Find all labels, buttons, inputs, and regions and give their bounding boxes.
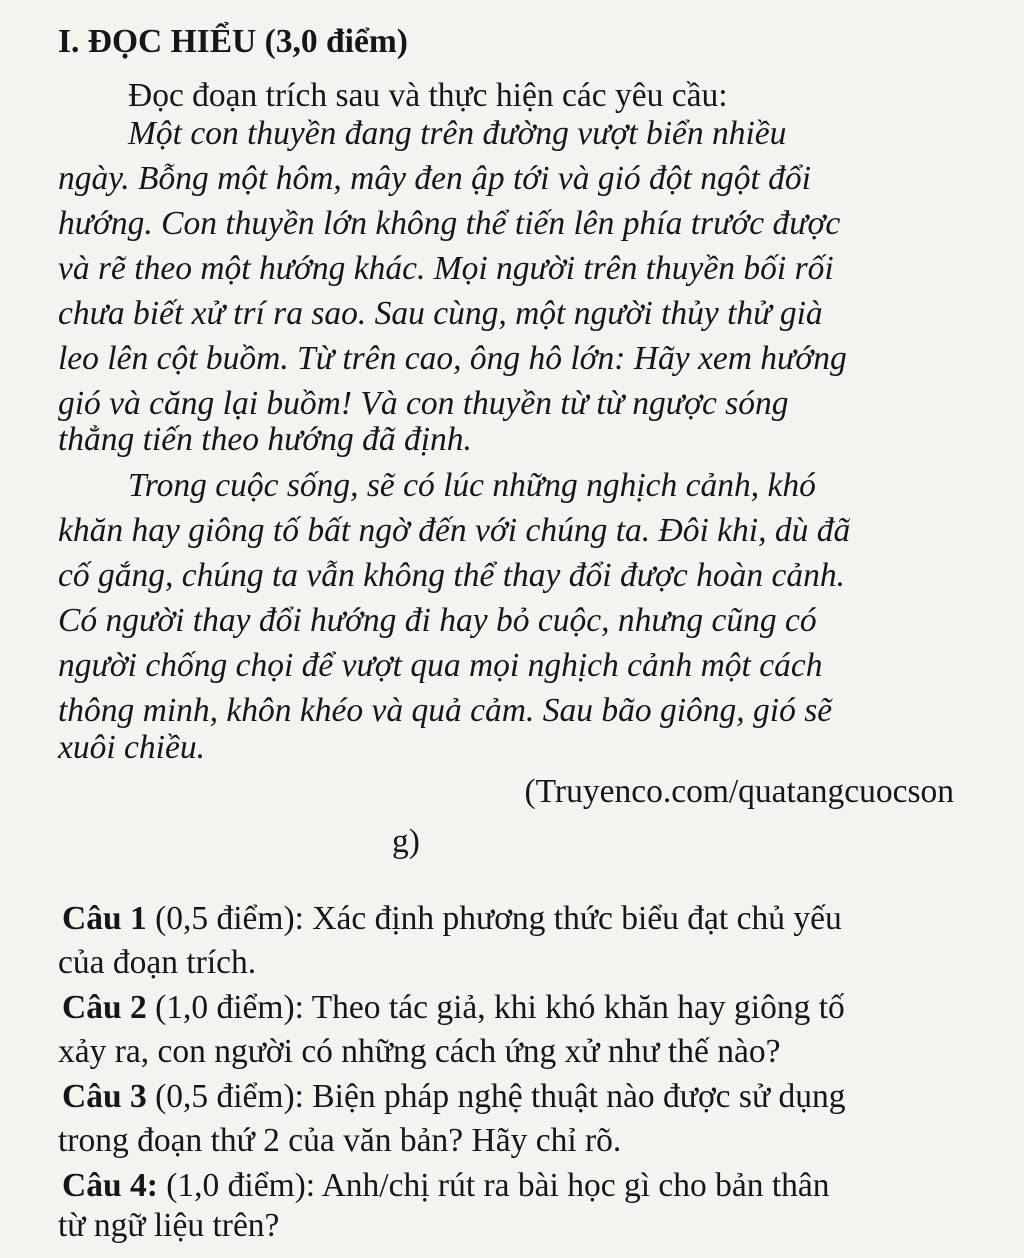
passage-line: thông minh, khôn khéo và quả cảm. Sau bão giông, gió sẽ bbox=[58, 692, 833, 729]
passage-line: chưa biết xử trí ra sao. Sau cùng, một người thủy thử già bbox=[58, 295, 823, 332]
question-label: Câu 4: bbox=[62, 1167, 158, 1204]
passage-line: ngày. Bỗng một hôm, mây đen ập tới và gió đột ngột đổi bbox=[58, 160, 811, 197]
question-text: (1,0 điểm): Anh/chị rút ra bài học gì cho bản thân bbox=[157, 1167, 830, 1204]
section-title: I. ĐỌC HIỂU (3,0 điểm) bbox=[58, 23, 408, 60]
source-citation-continued: g) bbox=[392, 823, 420, 860]
passage-line: hướng. Con thuyền lớn không thể tiến lên phía trước được bbox=[58, 205, 841, 242]
question-text: (1,0 điểm): Theo tác giả, khi khó khăn hay giông tố bbox=[146, 989, 845, 1026]
question-text: (0,5 điểm): Xác định phương thức biểu đạt chủ yếu bbox=[146, 900, 842, 937]
question-text: (0,5 điểm): Biện pháp nghệ thuật nào được sử dụng bbox=[146, 1078, 846, 1115]
passage-line: Một con thuyền đang trên đường vượt biển nhiều bbox=[128, 115, 787, 152]
passage-line: cố gắng, chúng ta vẫn không thể thay đổi được hoàn cảnh. bbox=[58, 557, 845, 594]
question-text: của đoạn trích. bbox=[58, 944, 257, 981]
passage-line: Có người thay đổi hướng đi hay bỏ cuộc, nhưng cũng có bbox=[58, 602, 817, 639]
instruction: Đọc đoạn trích sau và thực hiện các yêu cầu: bbox=[128, 77, 728, 114]
question-label: Câu 3 bbox=[62, 1078, 147, 1115]
passage-line: thẳng tiến theo hướng đã định. bbox=[58, 421, 472, 458]
passage-line: leo lên cột buồm. Từ trên cao, ông hô lớn: Hãy xem hướng bbox=[58, 340, 847, 377]
passage-line: Trong cuộc sống, sẽ có lúc những nghịch cảnh, khó bbox=[128, 467, 816, 504]
source-citation: (Truyenco.com/quatangcuocson bbox=[524, 773, 954, 810]
question-text: xảy ra, con người có những cách ứng xử như thế nào? bbox=[58, 1033, 781, 1070]
question-label: Câu 2 bbox=[62, 989, 147, 1026]
passage-line: và rẽ theo một hướng khác. Mọi người trên thuyền bối rối bbox=[58, 250, 834, 287]
question-text: trong đoạn thứ 2 của văn bản? Hãy chỉ rõ. bbox=[58, 1122, 622, 1159]
passage-line: người chống chọi để vượt qua mọi nghịch cảnh một cách bbox=[58, 647, 823, 684]
passage-line: xuôi chiều. bbox=[58, 729, 205, 766]
passage-line: gió và căng lại buồm! Và con thuyền từ từ ngược sóng bbox=[58, 385, 789, 422]
question-label: Câu 1 bbox=[62, 900, 147, 937]
question-text: từ ngữ liệu trên? bbox=[58, 1207, 280, 1244]
passage-line: khăn hay giông tố bất ngờ đến với chúng ta. Đôi khi, dù đã bbox=[58, 512, 851, 549]
